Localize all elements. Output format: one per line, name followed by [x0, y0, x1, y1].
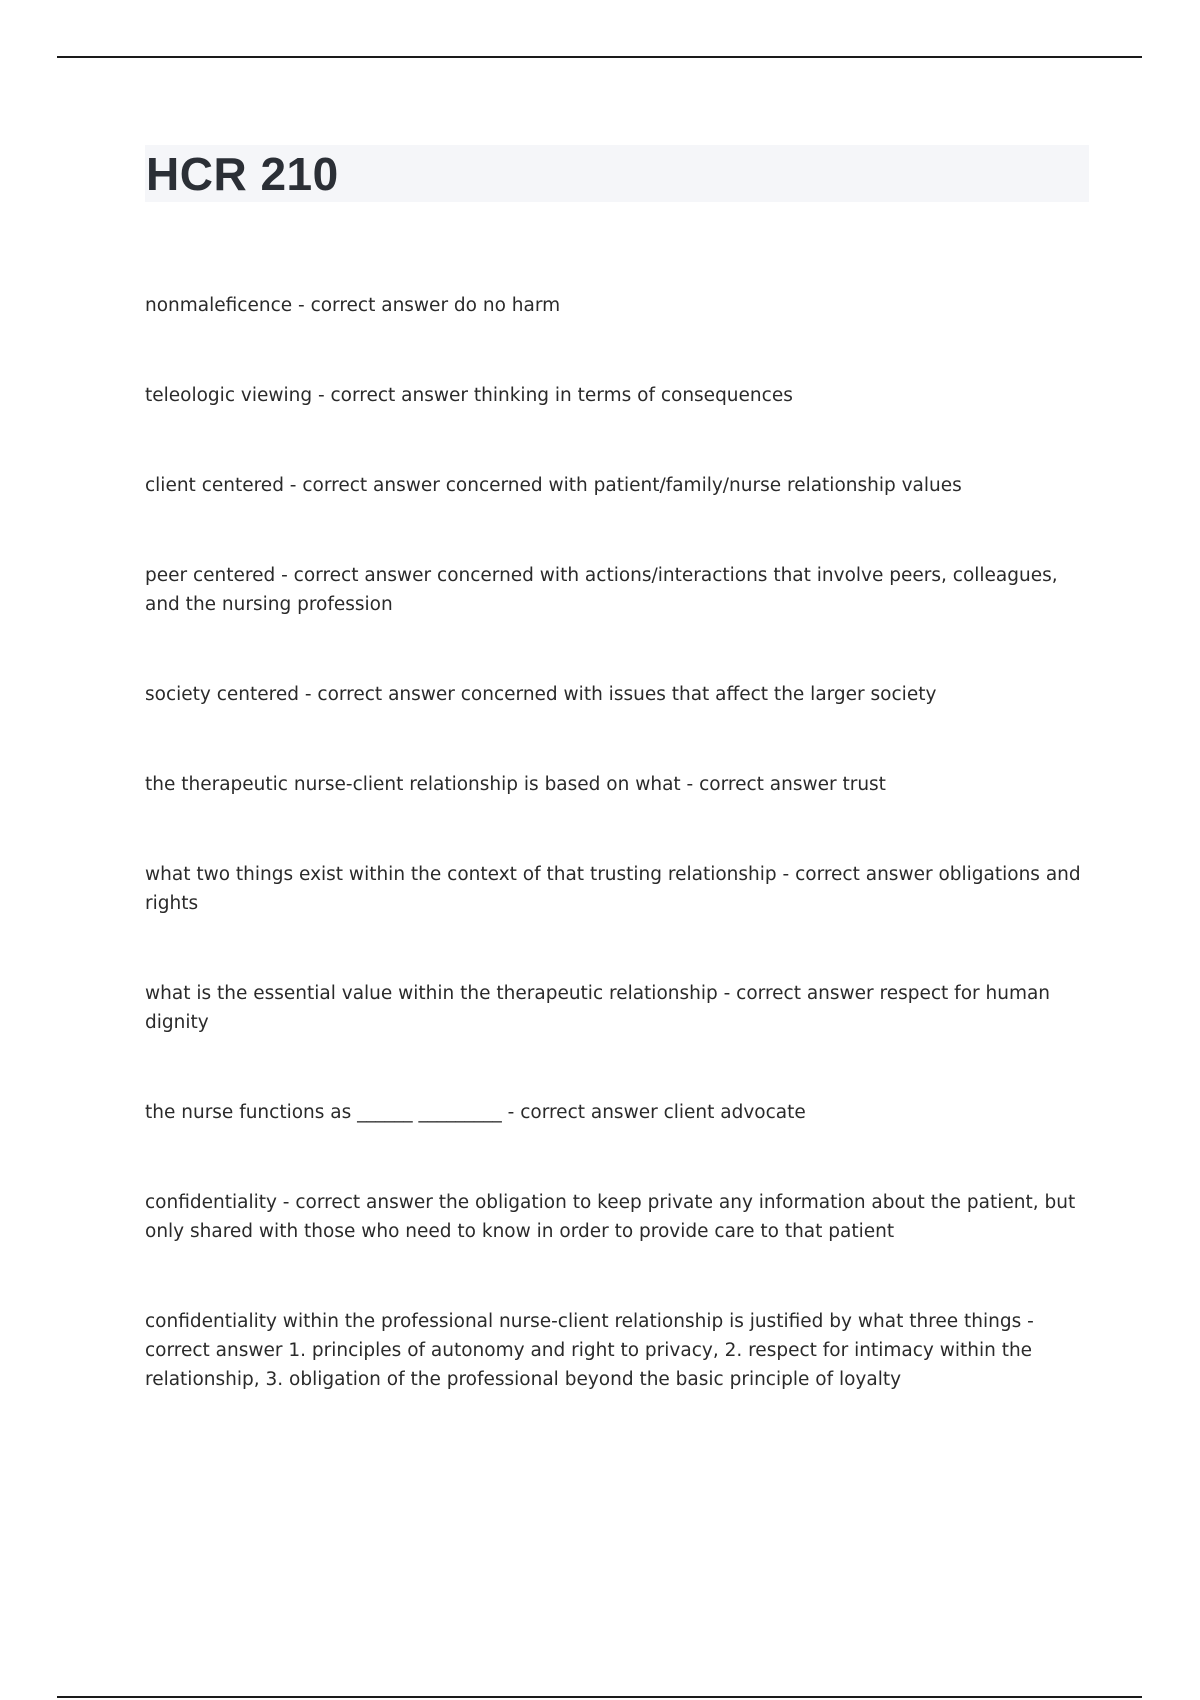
flashcard-list: [145, 291, 1093, 1455]
flashcard-item: confidentiality within the professional nurse-client relationship is justified by what three things - correct answer 1. principles of autonomy and right to privacy, 2. respect for intimacy within the relationship, 3. obligation of the professional beyond the basic principle of loyalty: [145, 1311, 1034, 1390]
flashcard-item: client centered - correct answer concerned with patient/family/nurse relationship values: [145, 475, 962, 496]
flashcard-item: the therapeutic nurse-client relationship is based on what - correct answer trust: [145, 774, 886, 795]
header-rule: [57, 56, 1142, 58]
flashcard-item: society centered - correct answer concerned with issues that affect the larger society: [145, 684, 937, 705]
footer-rule: [57, 1696, 1142, 1698]
document-title: HCR 210: [146, 148, 339, 200]
flashcard-item: what is the essential value within the therapeutic relationship - correct answer respect for human dignity: [145, 983, 1051, 1033]
flashcard-item: teleologic viewing - correct answer thinking in terms of consequences: [145, 385, 793, 406]
flashcard-item: nonmaleficence - correct answer do no harm: [145, 295, 561, 316]
flashcard-item: the nurse functions as ______ _________ - correct answer client advocate: [145, 1102, 806, 1123]
flashcard-item: what two things exist within the context of that trusting relationship - correct answer obligations and rights: [145, 864, 1081, 914]
flashcard-item: confidentiality - correct answer the obligation to keep private any information about the patient, but only shared with those who need to know in order to provide care to that patient: [145, 1192, 1076, 1242]
flashcard-item: peer centered - correct answer concerned with actions/interactions that involve peers, colleagues, and the nursing profession: [145, 565, 1058, 615]
